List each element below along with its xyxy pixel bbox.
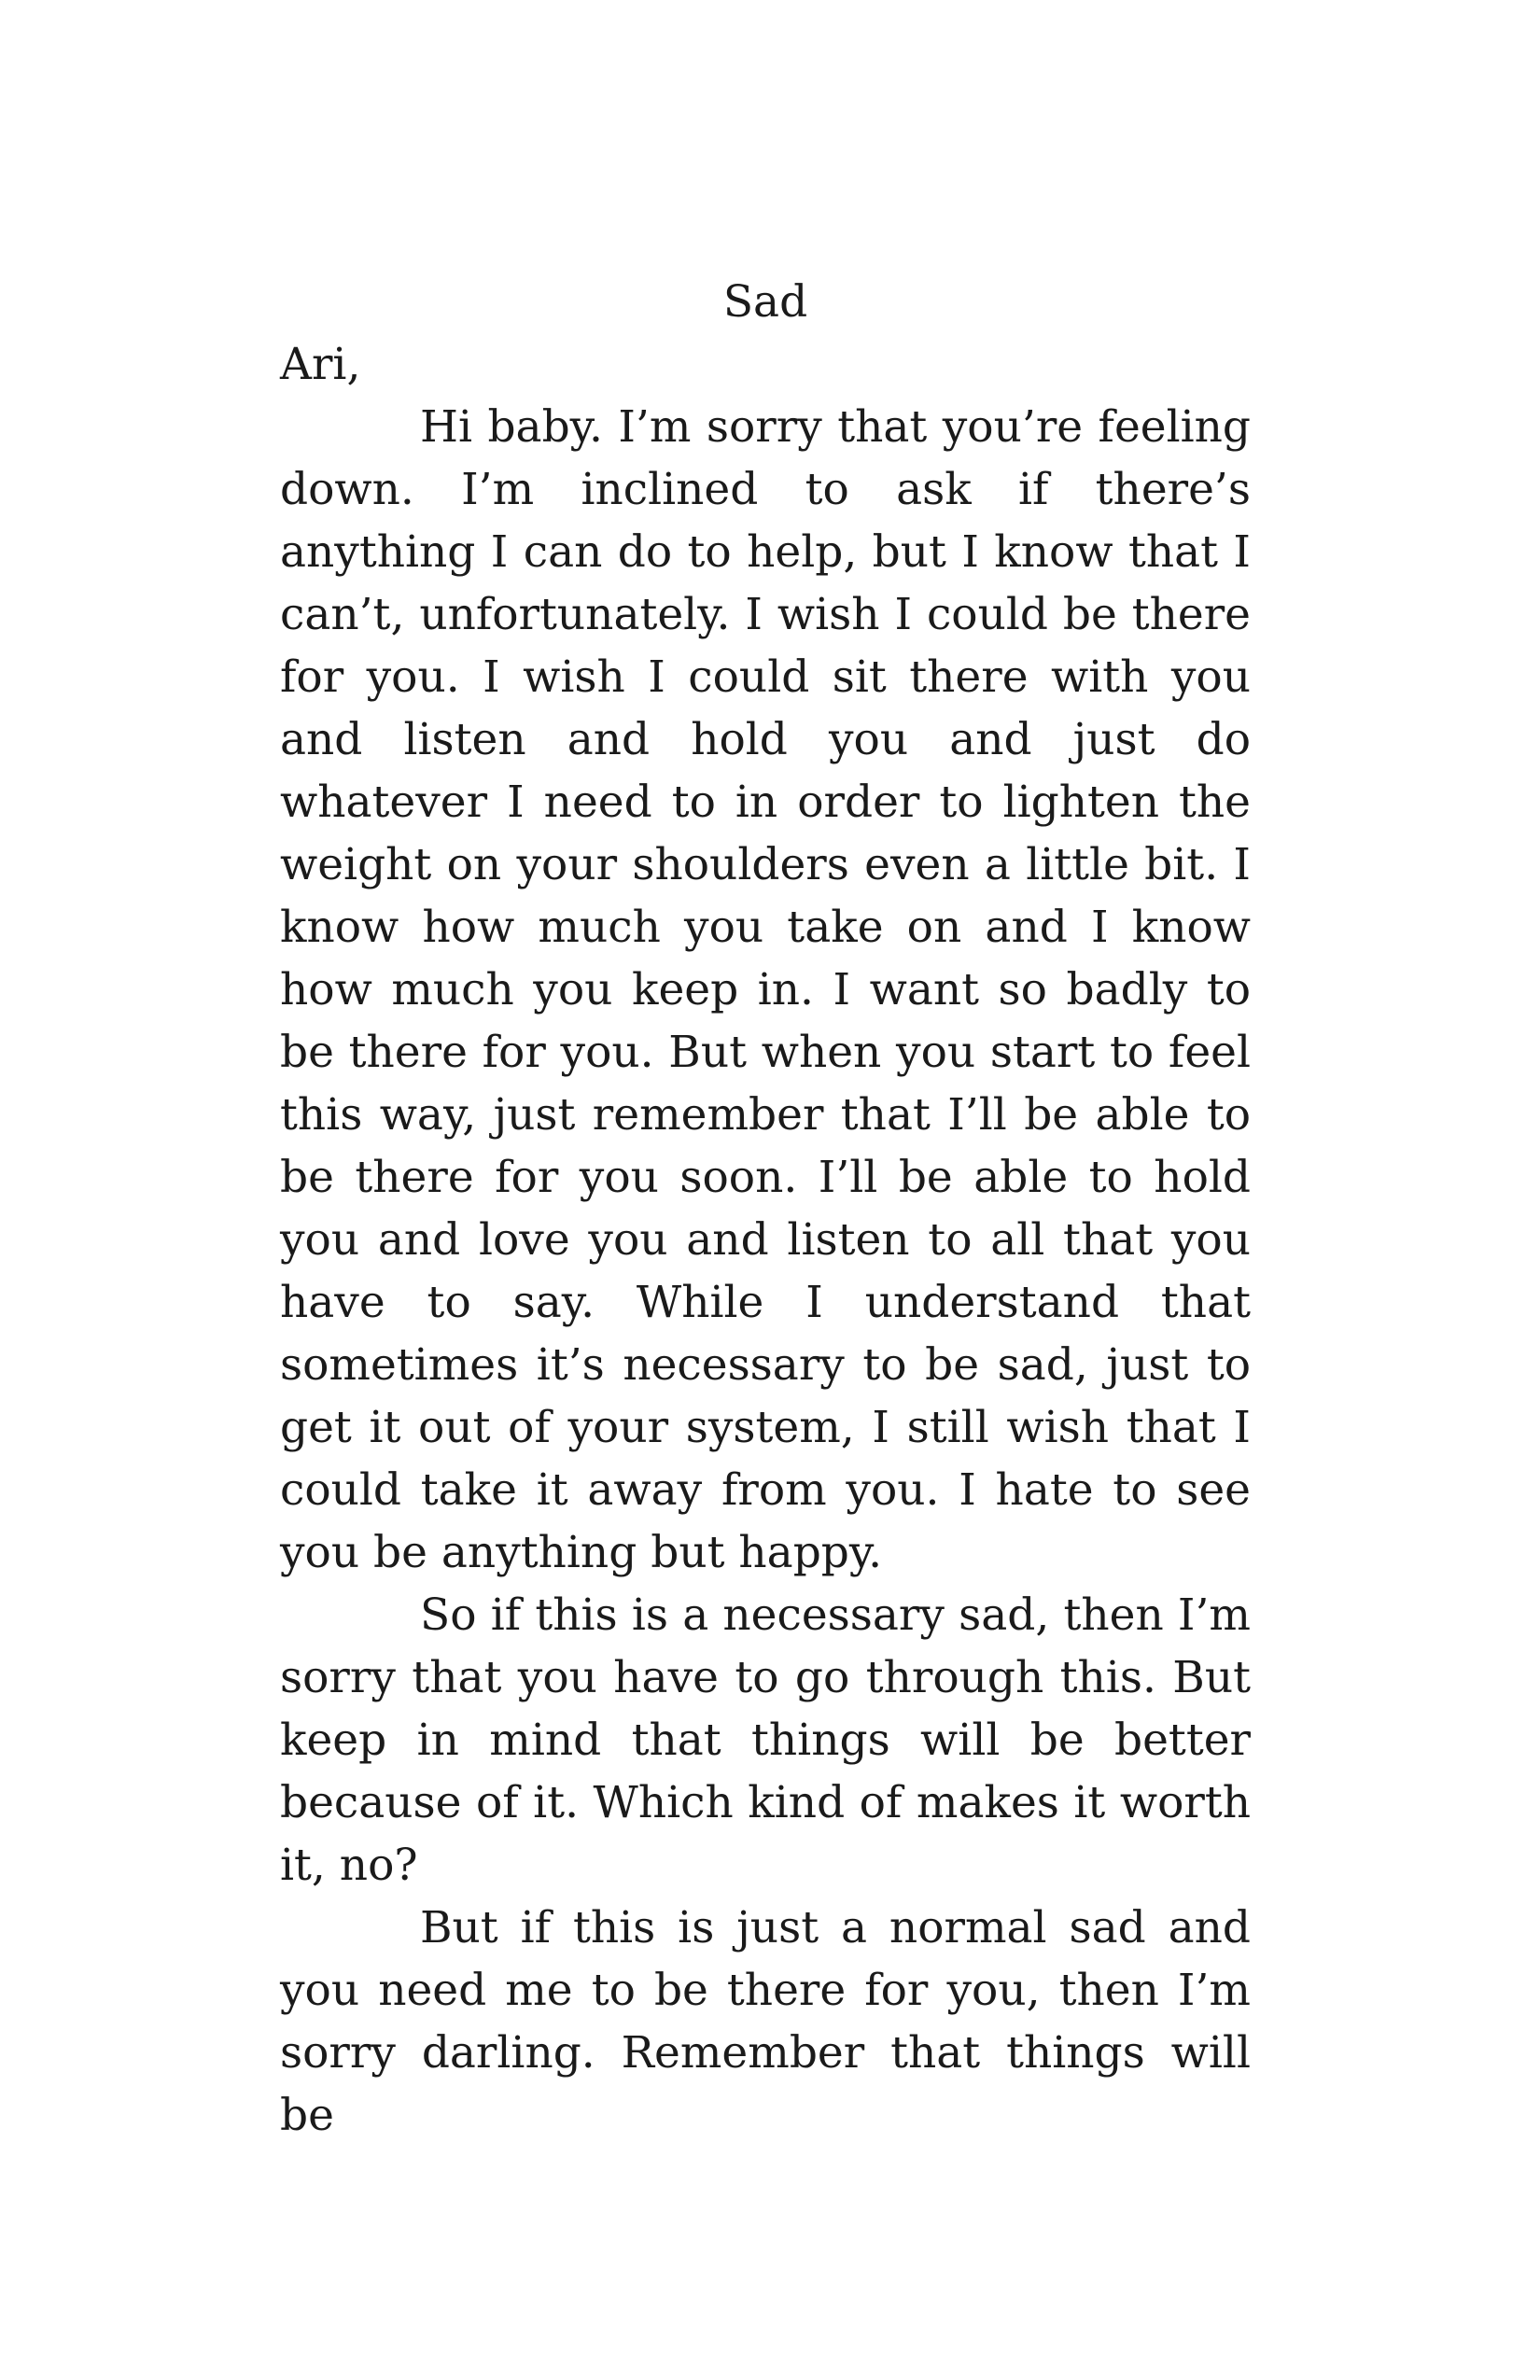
paragraph-2: So if this is a necessary sad, then I’m sorry that you have to go through this. But keep in mind that things will be better because of it. Which kind of makes it worth it, no? xyxy=(280,1589,1251,1891)
salutation: Ari, xyxy=(280,339,361,390)
paragraph-1: Hi baby. I’m sorry that you’re feeling down. I’m inclined to ask if there’s anything I can do to help, but I know that I can’t, unfortunately. I wish I could be there for you. I wish I could sit there with you and listen and hold you and just do whatever I need to in order to lighten the weight on your shoulders even a little bit. I know how much you take on and I know how much you keep in. I want so badly to be there for you. But when you start to feel this way, just remember that I’ll be able to be there for you soon. I’ll be able to hold you and love you and listen to all that you have to say. While I understand that sometimes it’s necessary to be sad, just to get it out of your system, I still wish that I could take it away from you. I hate to see you be anything but happy. xyxy=(280,401,1251,1578)
paragraph-3: But if this is just a normal sad and you need me to be there for you, then I’m sorry darling. Remember that things will be xyxy=(280,1902,1251,2141)
letter-title: Sad xyxy=(722,276,808,328)
letter-body xyxy=(280,271,1251,2147)
